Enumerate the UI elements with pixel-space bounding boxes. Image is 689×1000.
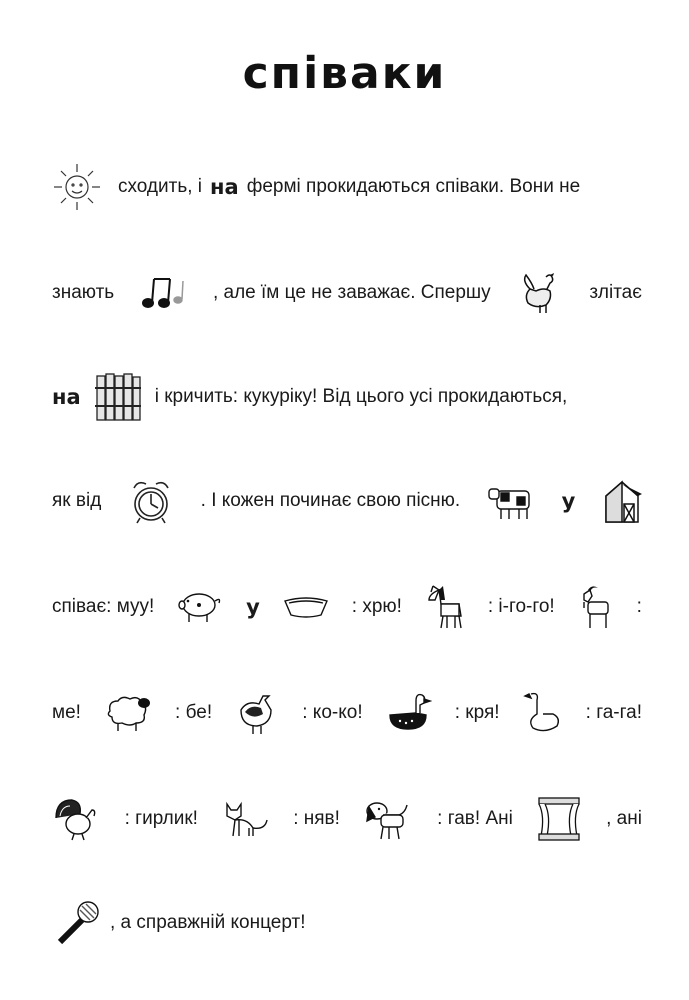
text-fragment: , ані: [606, 808, 642, 829]
text-fragment: як від: [52, 490, 102, 511]
cat-icon: [223, 798, 269, 840]
hen-icon: [235, 690, 279, 736]
stage-icon: [537, 796, 581, 842]
text-fragment: :: [636, 596, 642, 617]
text-fragment: : няв!: [293, 808, 340, 829]
text-fragment: : га-га!: [585, 702, 642, 723]
trough-icon: [283, 595, 329, 619]
text-fragment: : бе!: [175, 702, 213, 723]
goose-icon: [523, 690, 563, 736]
bold-word: на: [52, 385, 81, 409]
text-fragment: : хрю!: [351, 596, 402, 617]
text-fragment: : і-го-го!: [487, 596, 555, 617]
text-line-7: [52, 784, 642, 854]
text-fragment: . І кожен починає свою пісню.: [200, 490, 461, 511]
duck-icon: [386, 691, 432, 735]
text-fragment: і кричить: кукуріку! Від цього усі прокидаються,: [154, 386, 568, 407]
text-line-1: [52, 152, 642, 222]
turkey-icon: [52, 796, 100, 842]
microphone-icon: [52, 898, 102, 948]
horse-icon: [425, 584, 465, 630]
text-line-2: [52, 258, 642, 328]
text-fragment: : гирлик!: [124, 808, 198, 829]
pig-icon: [177, 589, 223, 625]
rooster-icon: [516, 269, 564, 317]
text-line-5: [52, 572, 642, 642]
text-fragment: фермі прокидаються співаки. Вони не: [246, 176, 581, 197]
fence-icon: [95, 372, 141, 422]
text-fragment: співає: муу!: [52, 596, 155, 617]
text-fragment: знають: [52, 282, 115, 303]
music-notes-icon: [140, 273, 188, 313]
text-line-8: [52, 888, 642, 958]
goat-icon: [578, 584, 614, 630]
bold-word: на: [210, 175, 239, 199]
bold-word: у: [561, 489, 576, 513]
page-title: співаки: [242, 48, 447, 99]
text-fragment: : гав! Ані: [437, 808, 513, 829]
text-fragment: , а справжній концерт!: [110, 912, 306, 933]
text-line-3: [52, 362, 642, 432]
sun-icon: [52, 162, 102, 212]
cow-icon: [487, 481, 535, 521]
text-fragment: : ко-ко!: [302, 702, 363, 723]
text-line-4: [52, 466, 642, 536]
text-fragment: ме!: [52, 702, 81, 723]
bold-word: у: [246, 595, 260, 619]
text-line-6: [52, 678, 642, 748]
text-fragment: , але їм це не заважає. Спершу: [212, 282, 491, 303]
dog-icon: [365, 797, 413, 841]
text-fragment: злітає: [589, 282, 642, 303]
sheep-icon: [104, 693, 152, 733]
text-fragment: сходить, і: [118, 176, 203, 197]
barn-icon: [602, 478, 642, 524]
alarm-clock-icon: [128, 476, 174, 526]
text-fragment: : кря!: [454, 702, 500, 723]
